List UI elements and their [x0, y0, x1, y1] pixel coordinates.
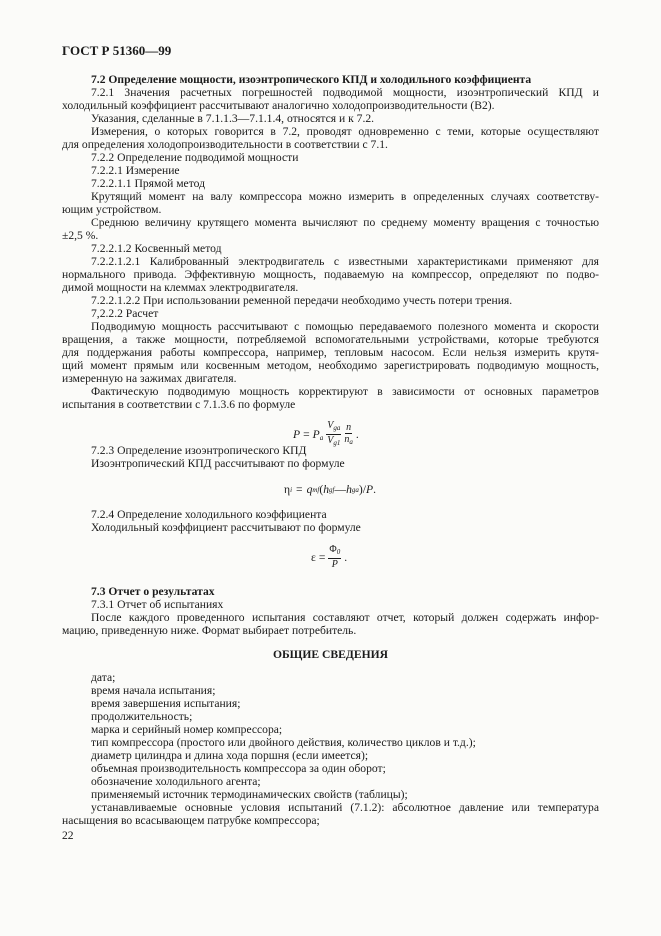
paragraph-kalib-line2: нормального привода. Эффективную мощность, подаваемую на компрессор, определяют по подво- [62, 268, 599, 281]
heading-7-2-3: 7.2.3 Определение изоэнтропического КПД [91, 444, 307, 457]
paragraph-krut-line2: ющим устройством. [62, 203, 162, 216]
heading-7-2-2: 7.2.2 Определение подводимой мощности [91, 151, 299, 164]
formula-power-volume-fraction: $\frac{V_{ga}}{V_{g1}}$ [327, 420, 341, 447]
paragraph-kalib-line1: 7.2.2.1.2.1 Калиброванный электродвигатель с известными характеристиками применяют для [91, 255, 599, 268]
paragraph-kalib-line3: димой мощности на клеммах электродвигателя. [62, 281, 299, 294]
list-item: дата; [91, 671, 116, 684]
formula-power-speed-fraction: $\frac{n}{n_a}$ [344, 421, 353, 446]
paragraph-izoentrop: Изоэнтропический КПД рассчитывают по формуле [91, 457, 345, 470]
formula-power: P = $P_a$ $\frac{V_{ga}}{V_{g1}}$ $\frac{n}{n_a}$ . [293, 420, 359, 447]
formula-power-pa: $P_a$ [312, 427, 324, 442]
paragraph-izmereniya-line2: для определения холодопроизводительности в соответствии с 7.1. [62, 138, 388, 151]
page-number: 22 [62, 829, 74, 842]
document-header: ГОСТ Р 51360—99 [62, 43, 172, 58]
paragraph-fakt-line2: испытания в соответствии с 7.1.3.6 по формуле [62, 398, 296, 411]
list-item: диаметр цилиндра и длина хода поршня (если имеется); [91, 749, 369, 762]
list-item: объемная производительность компрессора за один оборот; [91, 762, 386, 775]
formula-power-eq: = [303, 428, 310, 441]
paragraph-podvod-line4: щий момент прямым или косвенным методом, необходимо зарегистрировать подводимую мощность, [62, 359, 599, 372]
heading-7-2-2-1-1: 7.2.2.1.1 Прямой метод [91, 177, 205, 190]
list-item: марка и серийный номер компрессора; [91, 723, 283, 736]
list-item: продолжительность; [91, 710, 193, 723]
formula-power-lhs: P [293, 428, 301, 441]
paragraph-posle-line2: мацию, приведенную ниже. Формат выбирает потребитель. [62, 624, 357, 637]
paragraph-remen: 7.2.2.1.2.2 При использовании ременной передачи необходимо учесть потери трения. [91, 294, 513, 307]
list-item: тип компрессора (простого или двойного действия, количество циклов и т.д.); [91, 736, 476, 749]
paragraph-fakt-line1: Фактическую подводимую мощность корректируют в зависимости от основных параметров [91, 385, 599, 398]
formula-isentropic-efficiency: η i = q mf ( h gf — h ga )/ P . [284, 483, 376, 496]
list-item: насыщения во всасывающем патрубке компрессора; [62, 814, 320, 827]
general-info-heading: ОБЩИЕ СВЕДЕНИЯ [272, 648, 389, 661]
paragraph-srednyaya-line1: Среднюю величину крутящего момента вычисляют по среднему моменту вращения с точностью [91, 216, 599, 229]
paragraph-posle-line1: После каждого проведенного испытания составляют отчет, который должен содержать инфор- [91, 611, 599, 624]
list-item: обозначение холодильного агента; [91, 775, 261, 788]
heading-7-3-1: 7.3.1 Отчет об испытаниях [91, 598, 224, 611]
heading-7-2-4: 7.2.4 Определение холодильного коэффициента [91, 508, 327, 521]
heading-7-2-2-1: 7.2.2.1 Измерение [91, 164, 180, 177]
formula-refrigeration-fraction: $\frac{\Phi_0}{P}$ [329, 544, 341, 570]
paragraph-srednyaya-line2: ±2,5 %. [62, 229, 99, 242]
paragraph-podvod-line5: измеренную на зажимах двигателя. [62, 372, 237, 385]
paragraph-podvod-line3: для поддержания работы компрессора, например, тепловым насосом. Если нельзя измерить крутя- [62, 346, 599, 359]
section-7-2-title: 7.2 Определение мощности, изоэнтропического КПД и холодильного коэффициента [91, 73, 532, 86]
paragraph-krut-line1: Крутящий момент на валу компрессора можно измерить в определенных случаях соответству- [91, 190, 599, 203]
paragraph-7-2-1-line1: 7.2.1 Значения расчетных погрешностей подводимой мощности, изоэнтропический КПД и [91, 86, 599, 99]
formula-refrigeration-coefficient: ε = $\frac{\Phi_0}{P}$ . [311, 544, 348, 570]
paragraph-7-2-1-line2: холодильный коэффициент рассчитывают аналогично холодопроизводительности (B2). [62, 99, 495, 112]
paragraph-holod: Холодильный коэффициент рассчитывают по формуле [91, 521, 361, 534]
list-item: время начала испытания; [91, 684, 216, 697]
paragraph-podvod-line2: вращения, а также мощности, потребляемой вспомогательными устройствами, которые требуются [62, 333, 599, 346]
paragraph-podvod-line1: Подводимую мощность рассчитывают с помощью передаваемого полезного момента и скорости [91, 320, 599, 333]
section-7-3-title: 7.3 Отчет о результатах [91, 585, 215, 598]
list-item: время завершения испытания; [91, 697, 241, 710]
paragraph-ukazaniya: Указания, сделанные в 7.1.1.3—7.1.1.4, относятся и к 7.2. [91, 112, 375, 125]
heading-7-2-2-2: 7,2.2.2 Расчет [91, 307, 159, 320]
list-item: применяемый источник термодинамических свойств (таблицы); [91, 788, 408, 801]
heading-7-2-2-1-2: 7.2.2.1.2 Косвенный метод [91, 242, 222, 255]
list-item: устанавливаемые основные условия испытаний (7.1.2): абсолютное давление или температура [91, 801, 599, 814]
paragraph-izmereniya-line1: Измерения, о которых говорится в 7.2, проводят одновременно с теми, которые осуществляют [91, 125, 599, 138]
